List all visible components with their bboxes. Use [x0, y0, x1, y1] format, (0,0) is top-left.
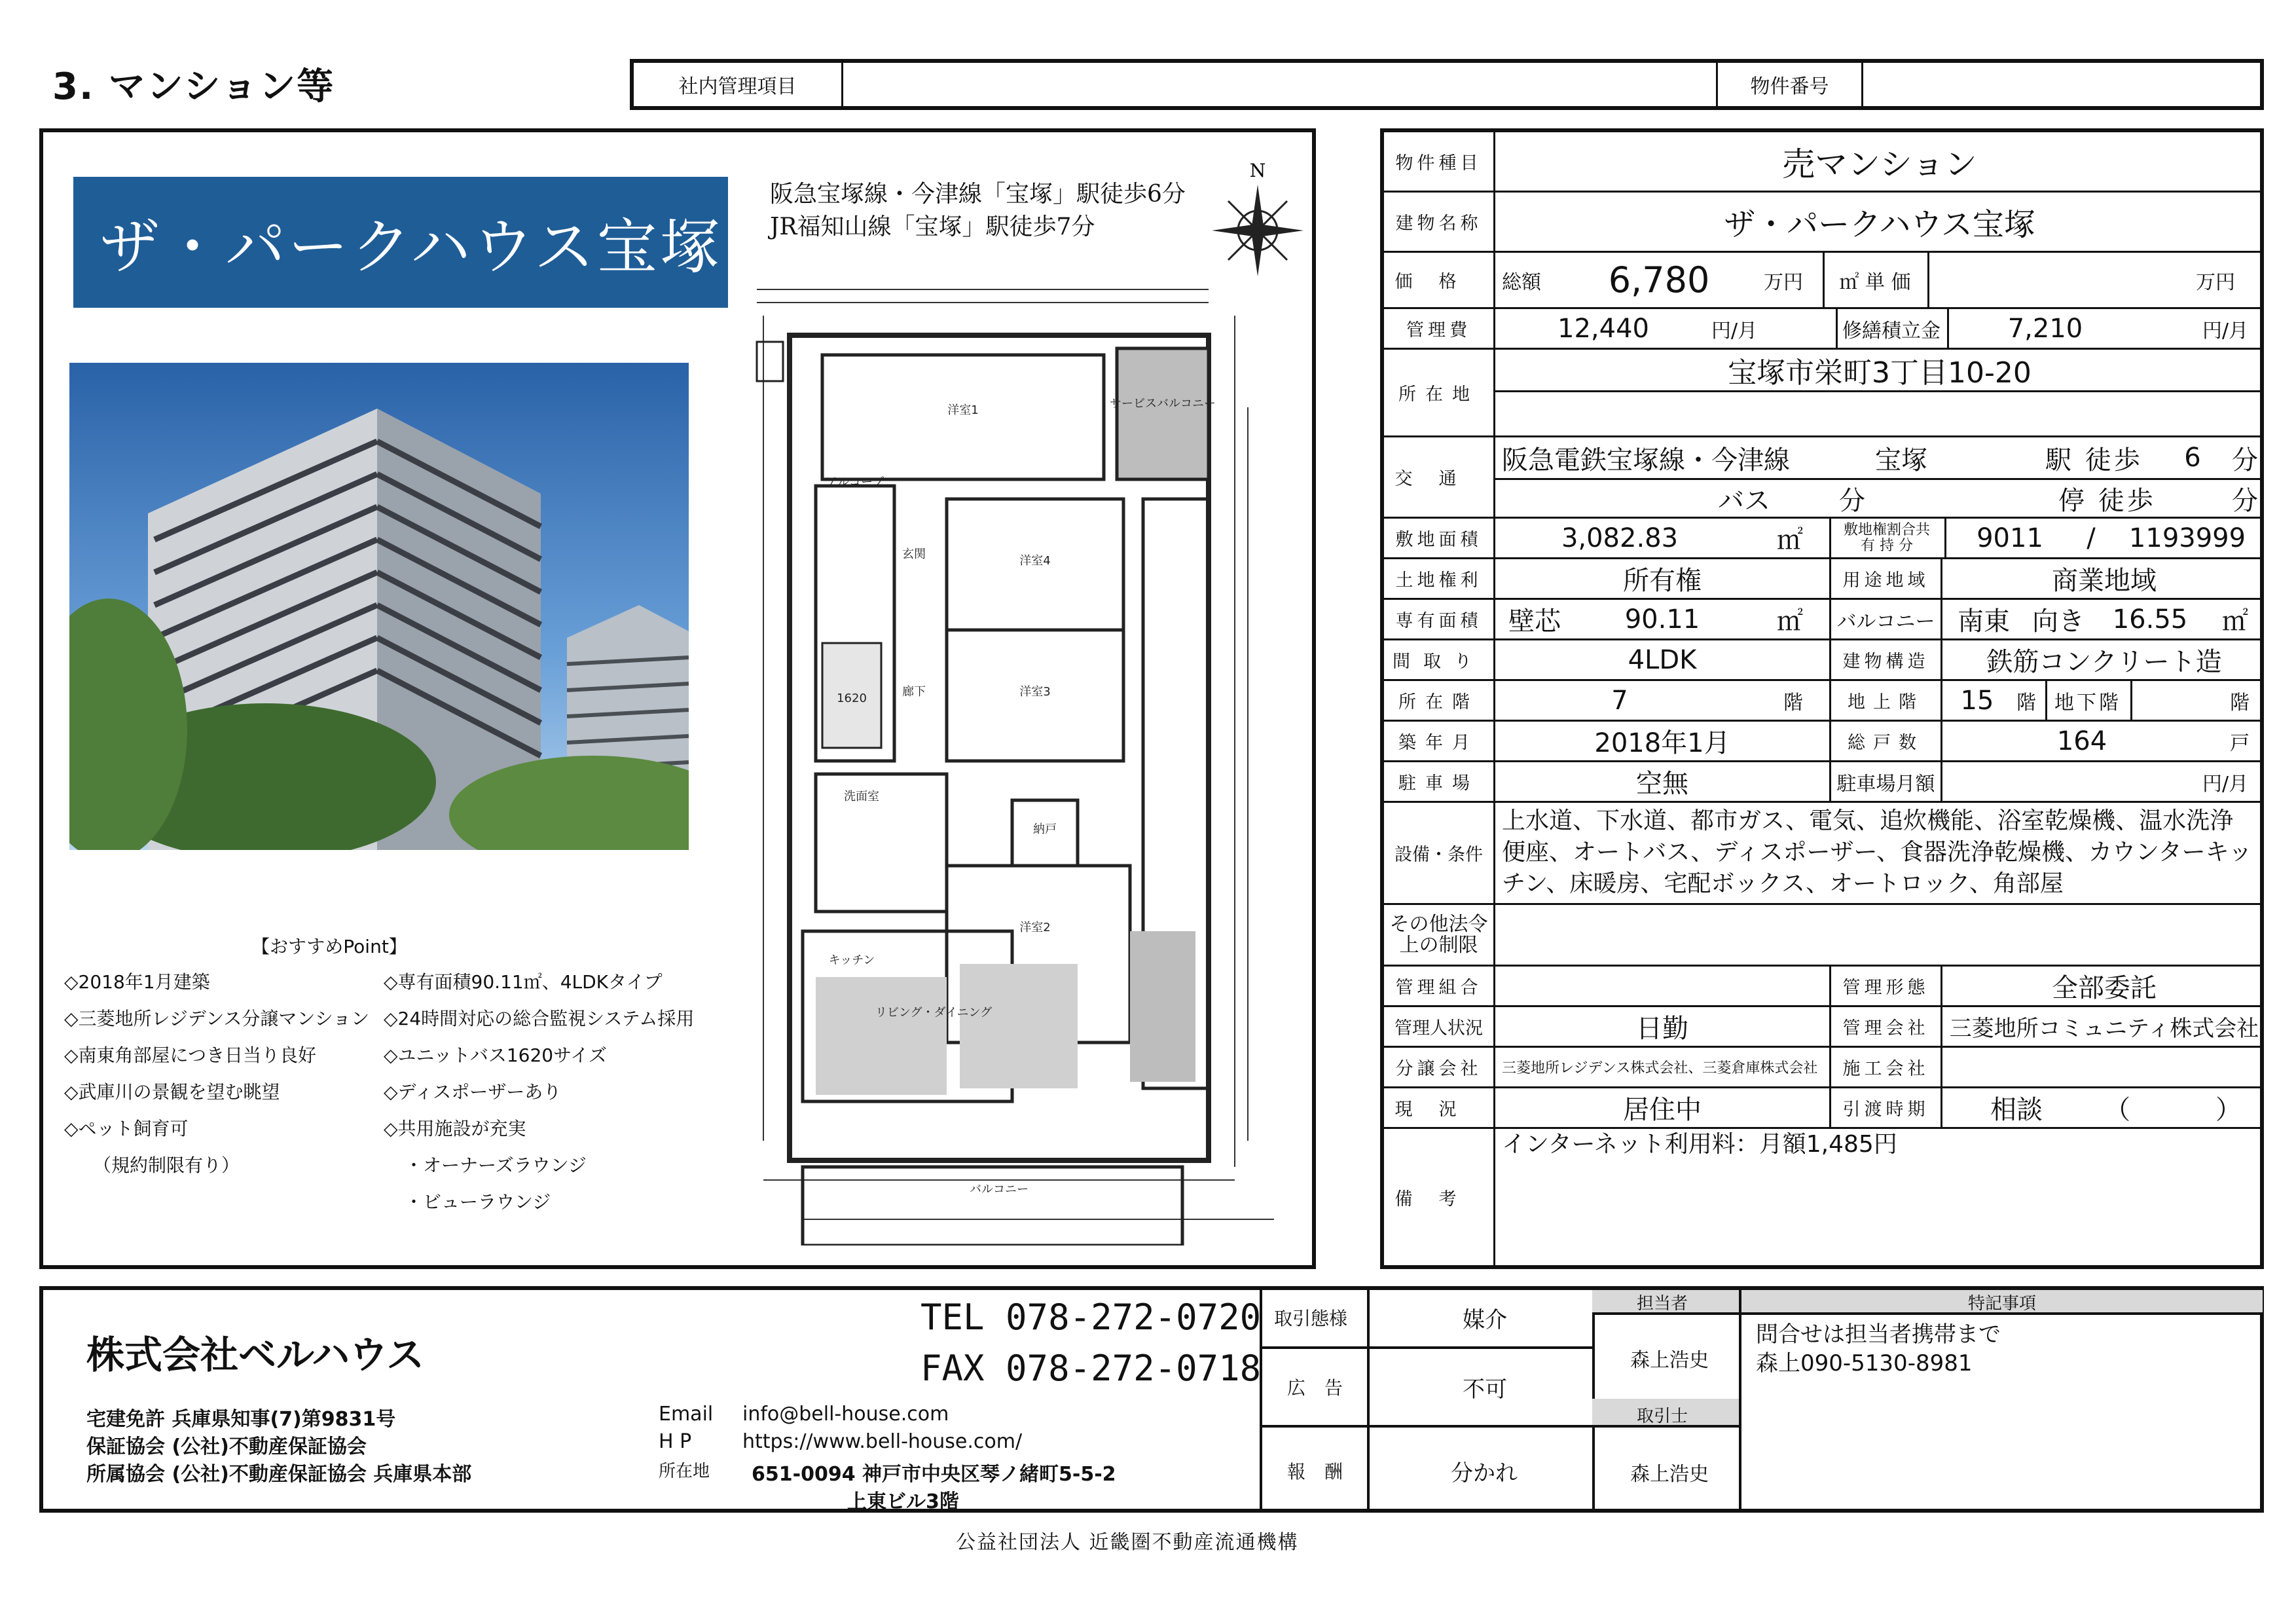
internal-mgmt-label: 社内管理項目 [634, 63, 843, 106]
point-right-6: ・オーナーズラウンジ [405, 1154, 587, 1176]
row-manager [1384, 1007, 2260, 1048]
bus-label: バス [1718, 485, 1770, 516]
balcony-area-unit: ㎡ [2222, 606, 2248, 637]
mgmt-fee-value: 12,440 [1558, 313, 1649, 344]
header-bar [630, 59, 2264, 110]
parking-label: 駐車場 [1384, 762, 1495, 801]
builder-label: 施工会社 [1831, 1048, 1942, 1086]
transport-station-suffix: 駅 徒歩 [2045, 445, 2143, 475]
notes-line-1: 問合せは担当者携帯まで [1756, 1321, 2001, 1348]
balcony-label: バルコニー [1831, 600, 1942, 638]
point-left-5: ◇ペット飼育可 [64, 1118, 189, 1139]
balcony-area: 16.55 [2112, 604, 2188, 635]
floor-area-label: 専有面積 [1384, 600, 1495, 638]
plan-wash: 洗面室 [844, 790, 879, 803]
plan-room3: 洋室3 [1019, 685, 1051, 699]
point-left-3: ◇南東角部屋につき日当り良好 [64, 1044, 316, 1066]
seller-label: 分譲会社 [1384, 1048, 1495, 1086]
units-label: 総戸数 [1831, 722, 1942, 760]
floor-unit: 階 [1783, 691, 1803, 714]
row-price [1384, 253, 2260, 309]
point-left-1: ◇2018年1月建築 [64, 971, 210, 993]
point-right-5: ◇共用施設が充実 [384, 1118, 526, 1139]
price-total-value: 6,780 [1608, 259, 1710, 301]
zoning-label: 用途地域 [1831, 559, 1942, 598]
company-assoc-2: 所属協会 (公社)不動産保証協会 兵庫県本部 [86, 1463, 472, 1486]
land-area-label: 敷地面積 [1384, 519, 1495, 557]
compass-n: N [1249, 160, 1266, 181]
legal-label [1384, 905, 1495, 965]
company-fax: FAX 078-272-0718 [920, 1348, 1262, 1389]
company-tel: TEL 078-272-0720 [920, 1297, 1262, 1338]
point-right-3: ◇ユニットバス1620サイズ [384, 1044, 607, 1066]
balcony-direction: 南東 [1958, 606, 2010, 637]
mgmt-form-value: 全部委託 [2052, 973, 2157, 1003]
share-label [1831, 519, 1942, 557]
parking-value: 空無 [1636, 769, 1688, 799]
agent-label: 取引士 [1637, 1407, 1688, 1426]
units-suffix: 戸 [2230, 731, 2250, 755]
land-area-unit: ㎡ [1777, 525, 1803, 555]
share-label-2: 有 持 分 [1861, 537, 1913, 554]
plan-storage: 納戸 [1033, 822, 1057, 836]
plan-room1: 洋室1 [947, 403, 979, 417]
company-assoc-1: 保証協会 (公社)不動産保証協会 [86, 1435, 367, 1458]
floor-label: 所在階 [1384, 681, 1495, 720]
staff-value: 森上浩史 [1630, 1349, 1709, 1372]
row-parking [1384, 762, 2260, 803]
layout-value: 4LDK [1628, 644, 1697, 675]
plan-bath: 1620 [837, 692, 867, 705]
email-link[interactable]: info@bell-house.com [742, 1403, 949, 1426]
share-denominator: 1193999 [2128, 523, 2246, 553]
built-value: 2018年1月 [1594, 728, 1730, 758]
mgmt-form-label: 管理形態 [1831, 967, 1942, 1005]
mgmt-co-value: 三菱地所コミュニティ株式会社 [1949, 1016, 2259, 1042]
stop-label: 停 徒歩 [2058, 485, 2156, 516]
plan-service: サービスバルコニー [1110, 397, 1216, 411]
delivery-paren-open: （ [2104, 1095, 2130, 1125]
transport-station: 宝塚 [1875, 445, 1927, 475]
legal-label-2: 上の制限 [1399, 933, 1478, 957]
above-ground-label: 地上階 [1831, 681, 1942, 720]
compass-icon [1209, 158, 1307, 286]
below-ground-unit: 階 [2230, 691, 2250, 714]
layout-label: 間取り [1384, 640, 1495, 679]
structure-value: 鉄筋コンクリート造 [1986, 647, 2222, 677]
internal-mgmt-value[interactable] [843, 63, 1718, 106]
fee-value: 分かれ [1451, 1460, 1518, 1486]
row-seller [1384, 1048, 2260, 1088]
agent-value: 森上浩史 [1630, 1463, 1709, 1486]
row-land-right [1384, 559, 2260, 600]
point-left-2: ◇三菱地所レジデンス分譲マンション [64, 1008, 370, 1029]
points-title: 【おすすめPoint】 [251, 936, 407, 957]
floor-value: 7 [1611, 685, 1628, 716]
transport-line: 阪急電鉄宝塚線・今津線 [1502, 445, 1790, 475]
built-label: 築年月 [1384, 722, 1495, 760]
row-location [1384, 350, 2260, 437]
row-floor-area [1384, 600, 2260, 640]
point-right-1: ◇専有面積90.11㎡、4LDKタイプ [384, 971, 663, 993]
stop-min: 分 [2232, 485, 2258, 516]
delivery-paren-close: ） [2215, 1095, 2242, 1125]
property-no-value[interactable] [1863, 63, 2260, 106]
plan-room2: 洋室2 [1019, 921, 1051, 934]
access-info [770, 178, 1186, 244]
plan-entrance: 玄関 [902, 547, 926, 561]
mgmt-co-label: 管理会社 [1831, 1007, 1942, 1046]
share-numerator: 9011 [1977, 523, 2043, 553]
land-right-value: 所有権 [1623, 566, 1702, 596]
building-photo [69, 363, 689, 850]
assoc-value [1495, 967, 1829, 1005]
location-label: 所在地 [1384, 350, 1495, 435]
zoning-value: 商業地域 [2052, 566, 2157, 596]
addr-value: 651-0094 神戸市中央区琴ノ緒町5-5-2 [752, 1463, 1116, 1486]
access-line-2: JR福知山線「宝塚」駅徒歩7分 [770, 213, 1095, 240]
price-total-label: 総額 [1502, 270, 1541, 294]
equipment-label: 設備・条件 [1384, 803, 1495, 903]
row-layout [1384, 640, 2260, 681]
access-line-1: 阪急宝塚線・今津線「宝塚」駅徒歩6分 [770, 181, 1186, 208]
share-label-1: 敷地権割合共 [1843, 521, 1930, 538]
trade-value: 媒介 [1463, 1307, 1507, 1333]
row-legal [1384, 905, 2260, 967]
hp-label: H P [659, 1430, 692, 1453]
point-right-7: ・ビューラウンジ [405, 1191, 551, 1213]
staff-label: 担当者 [1637, 1294, 1688, 1314]
property-details-table [1380, 128, 2264, 1269]
repair-label: 修繕積立金 [1842, 319, 1941, 342]
point-left-4: ◇武庫川の景観を望む眺望 [64, 1081, 280, 1103]
transport-min: 分 [2232, 445, 2258, 475]
row-name [1384, 193, 2260, 253]
unit-price-unit: 万円 [2196, 270, 2235, 294]
row-equipment [1384, 803, 2260, 905]
row-remarks [1384, 1129, 2260, 1265]
legal-label-1: その他法令 [1389, 912, 1488, 936]
bus-min: 分 [1839, 485, 1865, 516]
mgmt-fee-unit: 円/月 [1711, 319, 1758, 342]
name-value: ザ・パークハウス宝塚 [1724, 206, 2035, 243]
plan-balcony: バルコニー [970, 1183, 1029, 1196]
row-transport [1384, 437, 2260, 519]
price-unit: 万円 [1764, 270, 1803, 294]
parking-fee-value [1944, 762, 2193, 801]
ad-value: 不可 [1463, 1376, 1507, 1403]
notes-line-2: 森上090-5130-8981 [1756, 1350, 1973, 1376]
equipment-value: 上水道、下水道、都市ガス、電気、追炊機能、浴室乾燥機、温水洗浄便座、オートバス、ディスポーザー、食器洗浄乾燥機、カウンターキッチン、床暖房、宅配ボックス、オートロック、角部屋 [1502, 807, 2252, 897]
point-right-4: ◇ディスポーザーあり [384, 1081, 562, 1103]
below-ground-value [2130, 681, 2222, 720]
name-label: 建物名称 [1384, 193, 1495, 251]
parking-fee-unit: 円/月 [2202, 772, 2249, 796]
row-fees [1384, 309, 2260, 350]
plan-living: リビング・ダイニング [875, 1006, 993, 1020]
fee-label: 報 酬 [1287, 1461, 1349, 1483]
row-land [1384, 519, 2260, 559]
row-floor [1384, 681, 2260, 722]
property-visual-panel [39, 128, 1316, 1269]
parking-fee-label: 駐車場月額 [1831, 762, 1942, 801]
manager-value: 日勤 [1636, 1014, 1688, 1044]
location-value: 宝塚市栄町3丁目10-20 [1728, 356, 2032, 390]
floor-plan [737, 276, 1287, 1248]
floor-area-value: 90.11 [1624, 604, 1700, 635]
ad-label: 広 告 [1287, 1377, 1349, 1399]
plan-room4: 洋室4 [1019, 554, 1051, 568]
above-ground-value: 15 [1960, 685, 1994, 716]
unit-price-value [1927, 253, 2183, 307]
addr-label: 所在地 [659, 1462, 710, 1481]
seller-value: 三菱地所レジデンス株式会社、三菱倉庫株式会社 [1502, 1060, 1818, 1077]
section-title: 3. マンション等 [52, 65, 335, 108]
trade-label: 取引態様 [1274, 1308, 1348, 1329]
above-ground-unit: 階 [2016, 691, 2036, 714]
mgmt-fee-label: 管理費 [1384, 309, 1495, 348]
delivery-value: 相談 [1990, 1095, 2043, 1125]
row-status [1384, 1088, 2260, 1129]
plan-alcove: アルコーブ [826, 475, 884, 489]
status-value: 居住中 [1623, 1095, 1702, 1125]
point-right-2: ◇24時間対応の総合監視システム採用 [384, 1008, 695, 1029]
land-right-label: 土地権利 [1384, 559, 1495, 598]
company-license: 宅建免許 兵庫県知事(7)第9831号 [86, 1408, 396, 1431]
status-label: 現況 [1384, 1088, 1495, 1127]
row-association [1384, 967, 2260, 1007]
point-left-6: （規約制限有り） [93, 1154, 240, 1176]
assoc-label: 管理組合 [1384, 967, 1495, 1005]
footer [39, 1286, 2264, 1513]
repair-value: 7,210 [2007, 313, 2083, 344]
transport-walk: 6 [2184, 443, 2201, 473]
builder-value [1944, 1048, 2264, 1086]
addr-value-2: 上東ビル3階 [847, 1490, 959, 1513]
legal-value [1495, 905, 2264, 965]
plan-kitchen: キッチン [828, 953, 875, 967]
type-value: 売マンション [1782, 145, 1977, 183]
price-label: 価格 [1384, 253, 1495, 307]
company-name: 株式会社ベルハウス [86, 1333, 425, 1377]
below-ground-label: 地下階 [2054, 691, 2121, 714]
property-no-label: 物件番号 [1718, 63, 1863, 106]
land-area-value: 3,082.83 [1561, 523, 1679, 553]
floor-area-unit: ㎡ [1777, 606, 1803, 637]
unit-price-label: ㎡ 単 価 [1839, 270, 1911, 294]
notes-label: 特記事項 [1968, 1294, 2037, 1314]
repair-unit: 円/月 [2202, 319, 2249, 342]
remarks-label: 備考 [1384, 1129, 1495, 1265]
transport-label: 交通 [1384, 437, 1495, 517]
manager-label: 管理人状況 [1384, 1007, 1495, 1046]
delivery-label: 引渡時期 [1831, 1088, 1942, 1127]
row-built [1384, 722, 2260, 762]
floor-area-type: 壁芯 [1508, 606, 1561, 637]
share-slash: / [2086, 523, 2096, 553]
plan-corridor: 廊下 [902, 685, 926, 699]
property-banner: ザ・パークハウス宝塚 [73, 177, 728, 308]
row-type [1384, 132, 2260, 193]
organization-note: 公益社団法人 近畿圏不動産流通機構 [956, 1531, 1299, 1554]
email-label: Email [659, 1403, 714, 1426]
structure-label: 建物構造 [1831, 640, 1942, 679]
remarks-value: インターネット利用料：月額1,485円 [1502, 1131, 1897, 1158]
hp-link[interactable]: https://www.bell-house.com/ [742, 1430, 1023, 1453]
balcony-direction-suffix: 向き [2032, 606, 2085, 637]
units-value: 164 [2056, 726, 2107, 756]
type-label: 物件種目 [1384, 132, 1495, 191]
